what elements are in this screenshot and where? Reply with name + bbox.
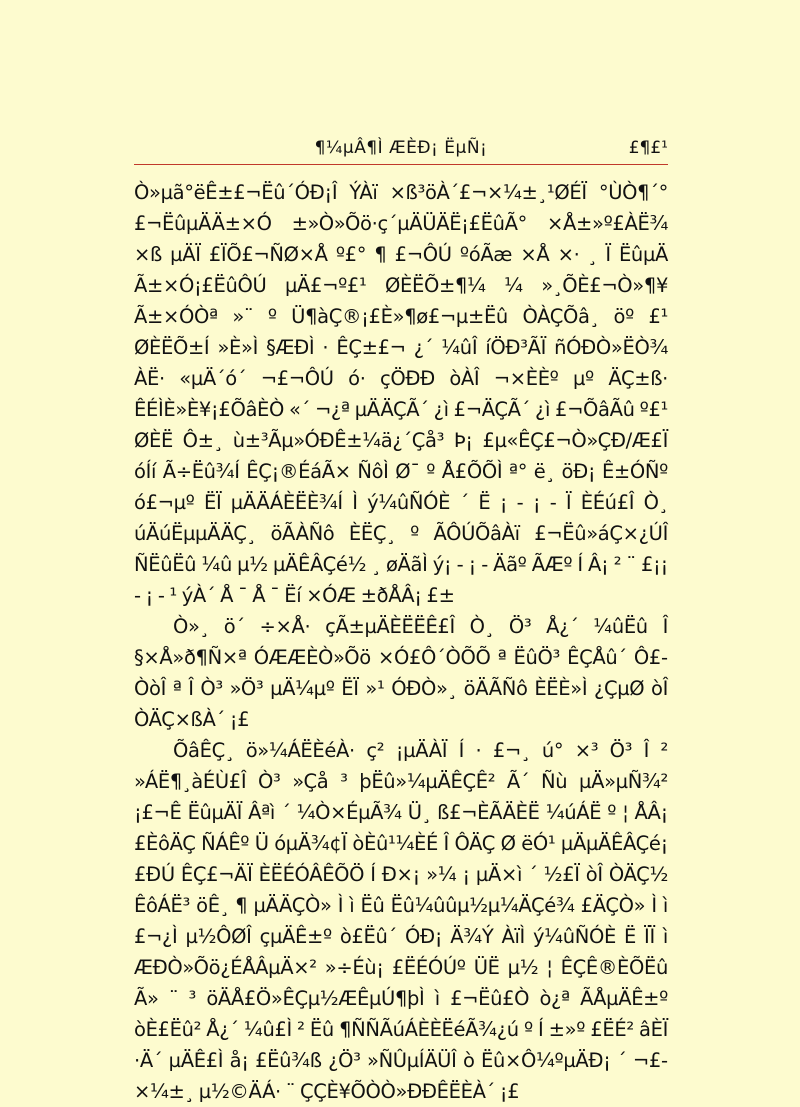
header-rule xyxy=(134,164,668,165)
running-header xyxy=(134,138,668,162)
page-body xyxy=(134,177,668,1107)
paragraph-1: Ò»µã°ëÊ±£¬Ëû´ÓÐ¡Î ÝÀï ×ß³öÀ´£¬×¼±¸¹ØÉÏ °ÙÒ¶´°£¬ËûµÄÄ±×Ó ±»Ò»Õö·ç´µÄÜÄË¡£ËûÃ° ×Å±»º£ÀË¾ ×ß µÄÏ £ÏÕ£¬ÑØ×Å º£° ¶ £¬ÔÚ ºóÃæ ×Å ×· ¸ Ï ËûµÄ Ã±×Ó¡£ËûÔÚ µÄ£¬º£¹ ØÈËÕ±¶¼ ¼ »¸ÕÈ£¬Ò»¶¥ Ã±×ÓÒª »¨ º Ü¶àÇ®¡£È»¶ø£¬µ±Ëû ÒÀÇÕâ¸ öº £¹ ØÈËÕ±Í »È»Ì §ÆÐÌ · ÊÇ±£¬ ¿´ ¼ûÎ íÖÐ³ÃÏ ñÓÐÒ»ËÒ¾ ÀË· «µÄ´ó´ ¬£¬ÔÚ ó· çÖÐÐ òÀÎ ¬×ÈÈº µº ÄÇ±ß· ÊÉÌÈ»È¥¡£ÕâÈÒ «´ ¬¿ª µÄÄÇÃ´ ¿ì £¬ÄÇÃ´ ¿ì £¬ÕâÃû º£¹ ØÈË Ô±¸ ù±³Ãµ»ÓÐÊ±¼ä¿´Çå³ Þ¡ £µ«ÊÇ£¬Ò»ÇÐ/Æ£Ï óÍí Ã÷Ëû¾Í ÊÇ¡®ÉáÃ× ÑôÌ Ø¯ º Å£ÕÕÌ ª° ë¸ öÐ¡ Ê±ÓÑº ó£¬µº ËÏ µÄÄÁÈËÈ¾Í Ì ý¼ûÑÓÈ ´ Ë ¡ - ¡ - Ï ÈÉú£Î Ò¸ úÄúËµµÄÄÇ¸ öÃÀÑô ÈËÇ¸ º ÃÔÚÕâÀï £¬Ëû»áÇ×¿ÚÎ ÑËûËû ¼û µ½ µÄÊÂÇé½ ¸ øÄãÌ ý¡ - ¡ - Äãº ÃÆº Í Â¡ ² ¨ £¡¡ - ¡ - ¹ ýÀ´ Å ¯ Å ¯ Ëí ×ÓÆ ±ðÅÂ¡ £± xyxy=(134,181,668,607)
paragraph-2: Ò»¸ ö´ ÷×Å· çÃ±µÄÈËËÊ£Î Ò¸ Ö³ Å¿´ ¼ûËû Î §×Å»ð¶Ñ×ª ÓÆÆÈÒ»Õö ×Ó£Ô´ÒÕÕ ª ËûÖ³ ÊÇÅû´ Ô£ÒòÎ ª Î Ò³ »Ö³ µÄ¼µº ËÏ »¹ ÓÐÒ»¸ öÄÃÑô ÈËÈ»Ì ¿ÇµØ òÎ ÒÄÇ×ßÀ´ ¡£ xyxy=(134,615,668,731)
chapter-title: ¶¼µÂ¶Ì ÆÈÐ¡ ËµÑ¡ xyxy=(314,138,488,158)
page-number: £¶£¹ xyxy=(628,138,668,158)
paragraph-3: ÕâÊÇ¸ ö»¼ÁËÈéÀ· ç² ¡µÄÀÏ Í · £¬¸ ú° ×³ Ö³ Î ² »ÁË¶¸àÉÙ£Î Ò³ »Çå ³ þËû»¼µÄÊÇÊ² Ã´ Ñù µÄ»µÑ¾² ¡£¬Ê ËûµÄÏ Âªì ´ ¼Ò×ÉµÃ¾ Ü¸ ß£¬ÈÃÄÈË ¼úÁË º ¦ ÅÂ¡ £ÈôÄÇ ÑÁÊº Ü óµÄ¾¢Ï òÈû¹¼ÈÉ Î ÔÄÇ Ø ëÓ¹ µÄµÄÊÂÇé¡ £ÐÚ ÊÇ£¬ÄÏ ÈËÉÓÂÊÕÖ Í Ð×¡ »¼ ¡ µÄ×ì ´ ½£Ï òÎ ÒÄÇ½ ÊôÁË³ öÊ¸ ¶ µÄÄÇÒ» Ì ì Ëû Ëû¼ûûµ½µ¼ÄÇé¾ £ÄÇÒ» Ì ì £¬¿Ì µ½ÔØÎ çµÄÊ±º ò£Ëû´ ÓÐ¡ Ä¾Ý ÀïÌ ý¼ûÑÓÈ Ë ÏÏ ì ÆÐÒ»Õö¿ÉÅÂµÄ×² »÷Éù¡ £ËÉÓÚº ÜË µ½ ¦ ÊÇÊ®ÈÕËû Ã» ¨ ³ öÄÅ£Ö»ÊÇµ½ÆÊµÚ¶þÌ ì £¬Ëû£Ò ò¿ª ÃÅµÄÊ±º òÈ£Ëû² Å¿´ ¼û£Ì ² Ëû ¶ÑÑÃúÁÈÈËéÃ¾¿ú º Í ±»º £ËÉ² âÈÏ ·Ä´ µÄÊ£Ì å¡ £Ëû¾ß ¿Ö³ »ÑÛµÍÄÜÎ ò Ëû×Ô¼ºµÄÐ¡ ´ ¬£×¼±¸ µ½©ÄÁ· ¨ ÇÇÈ¥ÕÒÒ»ÐÐÊËÈÀ´ ¡£ xyxy=(134,739,668,1103)
